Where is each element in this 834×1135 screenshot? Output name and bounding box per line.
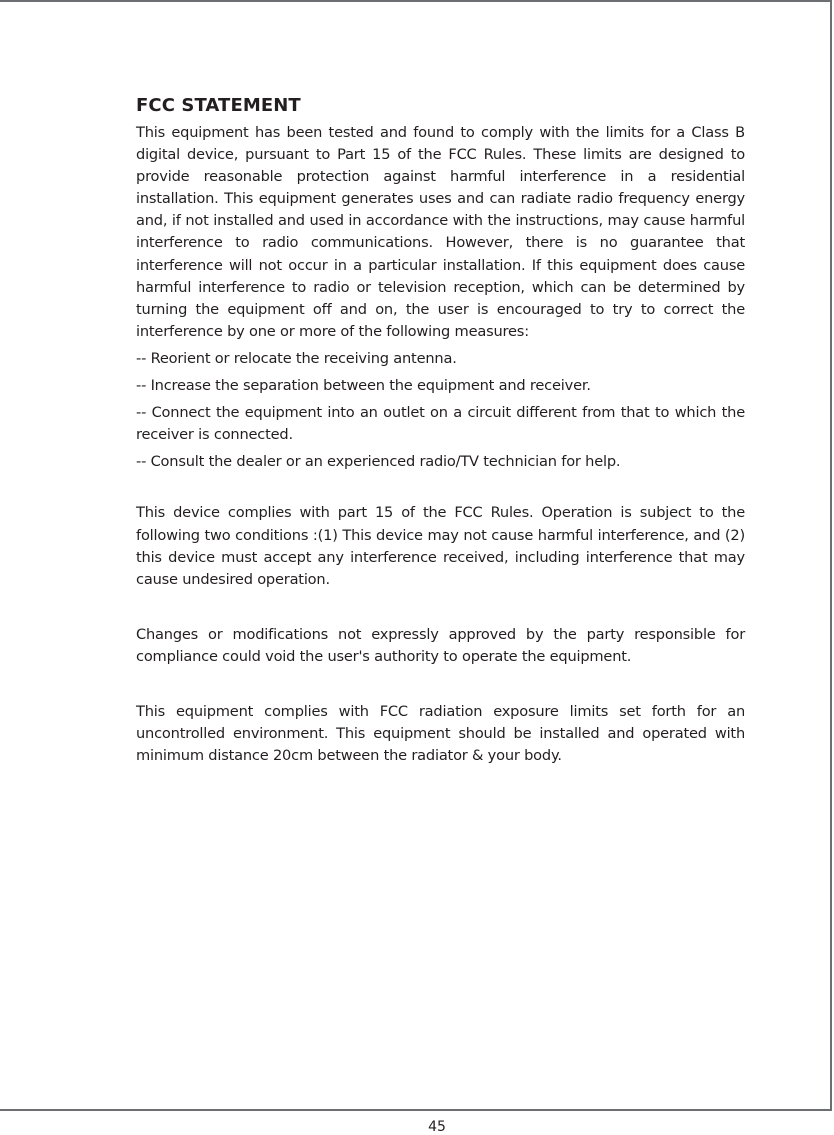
intro-paragraph: This equipment has been tested and found to comply with the limits for a Class B digital device, pursuant to Part 15 of the FCC Rules. These limits are designed to provide reasonable protection against harmful interference in a residential installation. This equipment generates uses and can radiate radio frequency energy and, if not installed and used in accordance with the instructions, may cause harmful interference to radio communications. However, there is no guarantee that interference will not occur in a particular installation. If this equipment does cause harmful interference to radio or television reception, which can be determined by turning the equipment off and on, the user is encouraged to try to correct the interference by one or more of the following measures: <box>136 124 745 340</box>
measure-item-separation: -- Increase the separation between the equipment and receiver. <box>136 377 591 395</box>
changes-paragraph: Changes or modifications not expressly approved by the party responsible for compliance could void the user's authority to operate the equipment. <box>136 625 745 665</box>
measure-item-outlet: -- Connect the equipment into an outlet on a circuit different from that to which the receiver is connected. <box>136 404 745 444</box>
exposure-paragraph: This equipment complies with FCC radiation exposure limits set forth for an uncontrolled environment. This equipment should be installed and operated with minimum distance 20cm between the radiator & your body. <box>136 702 745 765</box>
fcc-statement-section <box>136 94 745 767</box>
section-title: FCC STATEMENT <box>136 95 301 116</box>
measure-item-consult: -- Consult the dealer or an experienced radio/TV technician for help. <box>136 453 621 471</box>
page-number: 45 <box>428 1119 446 1135</box>
part15-paragraph: This device complies with part 15 of the FCC Rules. Operation is subject to the following two conditions :(1) This device may not cause harmful interference, and (2) this device must accept any interference received, including interference that may cause undesired operation. <box>136 504 745 588</box>
measure-item-reorient: -- Reorient or relocate the receiving antenna. <box>136 349 457 367</box>
